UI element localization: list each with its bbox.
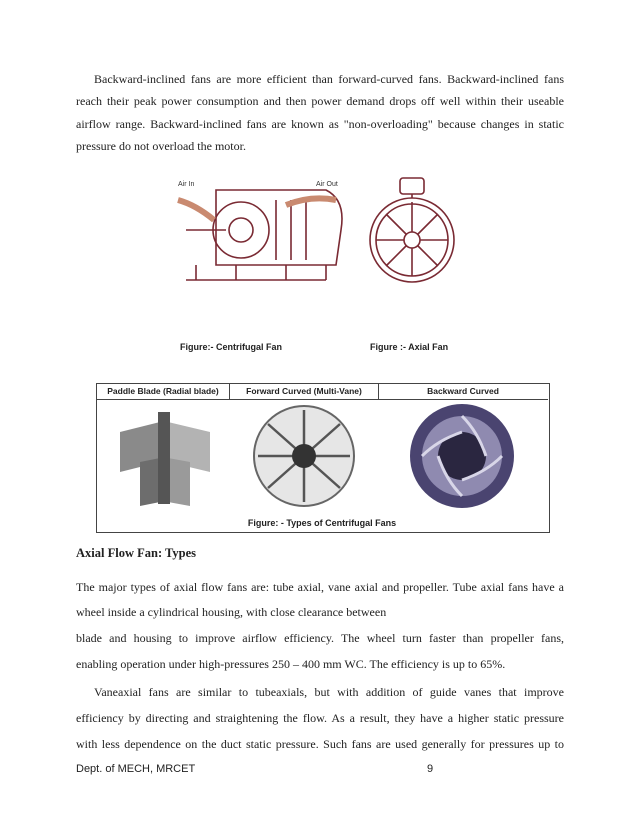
types-caption: Figure: - Types of Centrifugal Fans <box>247 518 397 528</box>
footer-dept: Dept. of MECH, MRCET <box>76 763 196 775</box>
air-out-label: Air Out <box>316 181 338 188</box>
section-heading: Axial Flow Fan: Types <box>76 546 197 560</box>
body-line-1: The major types of axial flow fans are: tube axial, vane axial and propeller. Tube axial fans have a <box>76 580 564 594</box>
backward-curved-header: Backward Curved <box>427 386 499 396</box>
paddle-blade-image <box>100 402 228 510</box>
paddle-blade-header: Paddle Blade (Radial blade) <box>97 384 230 399</box>
body-line-7: with less dependence on the duct static pressure. Such fans are used generally for pressures up to <box>76 737 564 751</box>
centrifugal-caption: Figure:- Centrifugal Fan <box>180 342 282 352</box>
axial-fan-illustration <box>362 172 462 292</box>
centrifugal-fan-illustration <box>176 170 356 290</box>
forward-curved-image <box>240 402 368 510</box>
page-number: 9 <box>427 763 434 775</box>
body-line-4: enabling operation under high-pressures 250 – 400 mm WC. The efficiency is up to 65%. <box>76 657 506 671</box>
air-in-label: Air In <box>178 181 195 188</box>
intro-paragraph: Backward-inclined fans are more efficient than forward-curved fans. Backward-inclined fans reach their peak power consumption and then power demand drops off well within their useable airflow range. Backward-inclined fans are known as "non-overloading" because changes in static pressure do not overload the motor. <box>76 72 564 154</box>
table-divider <box>97 399 548 400</box>
axial-caption: Figure :- Axial Fan <box>370 342 449 352</box>
backward-curved-image <box>398 402 526 510</box>
body-line-6: efficiency by directing and straightening the flow. As a result, they have a higher static pressure <box>76 711 564 725</box>
body-line-5: Vaneaxial fans are similar to tubeaxials, but with addition of guide vanes that improve <box>94 685 564 699</box>
body-line-2: wheel inside a cylindrical housing, with close clearance between <box>76 605 387 619</box>
forward-curved-header: Forward Curved (Multi-Vane) <box>230 384 379 399</box>
body-line-3: blade and housing to improve airflow efficiency. The wheel turn faster than propeller fans, <box>76 631 564 645</box>
